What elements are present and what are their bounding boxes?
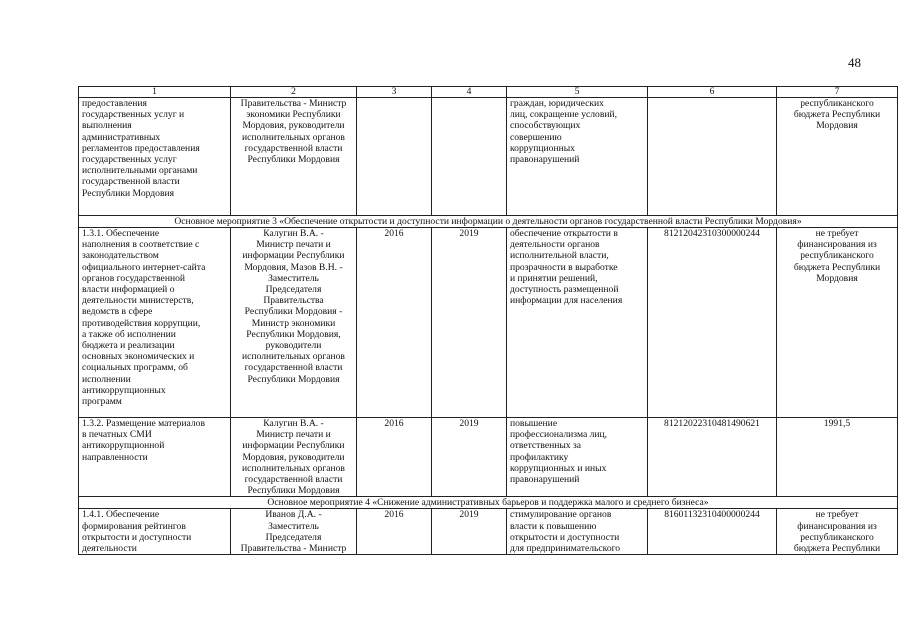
result-cell: обеспечение открытости в деятельности органов исполнительной власти, прозрачности в выработке и принятии решений, доступность размещенной информации для населения: [507, 228, 648, 418]
funding-cell: 1991,5: [777, 418, 898, 497]
end-year-cell: 2019: [432, 509, 507, 555]
start-year-cell: 2016: [357, 418, 432, 497]
column-number: 5: [507, 87, 648, 98]
code-cell: 81212022310481490621: [648, 418, 777, 497]
section-heading: Основное мероприятие 4 «Снижение административных барьеров и поддержка малого и среднего бизнеса»: [79, 497, 898, 509]
end-year-cell: 2019: [432, 418, 507, 497]
measures-table: [78, 86, 898, 555]
table-row: [79, 509, 898, 555]
column-number: 7: [777, 87, 898, 98]
code-cell: [648, 98, 777, 216]
funding-cell: не требует финансирования из республиканского бюджета Республики: [777, 509, 898, 555]
end-year-cell: [432, 98, 507, 216]
code-cell: 81212042310300000244: [648, 228, 777, 418]
measure-cell: 1.3.2. Размещение материалов в печатных СМИ антикоррупционной направленности: [79, 418, 231, 497]
responsible-cell: Калугин В.А. - Министр печати и информации Республики Мордовия, руководители исполнительных органов государственной власти Республики Мордовия: [231, 418, 357, 497]
column-number: 2: [231, 87, 357, 98]
end-year-cell: 2019: [432, 228, 507, 418]
responsible-cell: Калугин В.А. - Министр печати и информации Республики Мордовия, Мазов В.Н. - Заместитель Председателя Правительства Республики Мордовия - Министр экономики Республики Мордовия, руководители исполнительных органов государственной власти Республики Мордовия: [231, 228, 357, 418]
section-row: [79, 216, 898, 228]
result-cell: стимулирование органов власти к повышению открытости и доступности для предпринимательского: [507, 509, 648, 555]
page-number: 48: [848, 55, 861, 70]
measure-cell: 1.4.1. Обеспечение формирования рейтингов открытости и доступности деятельности: [79, 509, 231, 555]
table-row: [79, 228, 898, 418]
column-number: 1: [79, 87, 231, 98]
table-row: [79, 418, 898, 497]
column-number-row: [79, 87, 898, 98]
column-number: 6: [648, 87, 777, 98]
column-number: 4: [432, 87, 507, 98]
start-year-cell: [357, 98, 432, 216]
section-heading: Основное мероприятие 3 «Обеспечение открытости и доступности информации о деятельности органов государственной власти Республики Мордовия»: [79, 216, 898, 228]
code-cell: 81601132310400000244: [648, 509, 777, 555]
funding-cell: не требует финансирования из республиканского бюджета Республики Мордовия: [777, 228, 898, 418]
result-cell: граждан, юридических лиц, сокращение условий, способствующих совершению коррупционных правонарушений: [507, 98, 648, 216]
table-row: [79, 98, 898, 216]
funding-cell: республиканского бюджета Республики Мордовия: [777, 98, 898, 216]
measure-cell: предоставления государственных услуг и выполнения административных регламентов предоставления государственных услуг исполнительными органами государственной власти Республики Мордовия: [79, 98, 231, 216]
start-year-cell: 2016: [357, 228, 432, 418]
section-row: [79, 497, 898, 509]
start-year-cell: 2016: [357, 509, 432, 555]
responsible-cell: Иванов Д.А. - Заместитель Председателя Правительства - Министр: [231, 509, 357, 555]
column-number: 3: [357, 87, 432, 98]
responsible-cell: Правительства - Министр экономики Республики Мордовия, руководители исполнительных органов государственной власти Республики Мордовия: [231, 98, 357, 216]
result-cell: повышение профессионализма лиц, ответственных за профилактику коррупционных и иных правонарушений: [507, 418, 648, 497]
measure-cell: 1.3.1. Обеспечение наполнения в соответствие с законодательством официального интернет-сайта органов государственной власти информацией о деятельности министерств, ведомств в сфере противодействия коррупции, а также об исполнении бюджета и реализации основных экономических и социальных программ, об исполнении антикоррупционных программ: [79, 228, 231, 418]
